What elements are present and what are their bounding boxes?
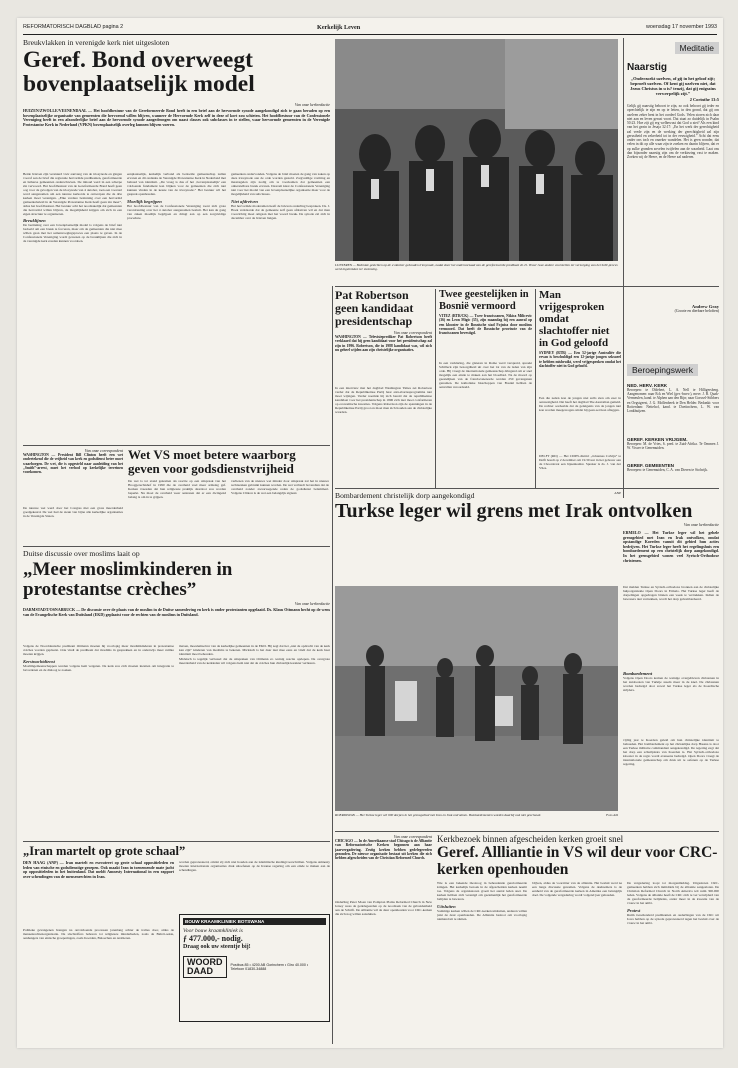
story4-kicker: „Iran martelt op grote schaal” — [23, 844, 186, 858]
newspaper-page — [17, 18, 723, 1048]
story2-byline: Van onze correspondent — [84, 448, 123, 453]
story-sydney — [539, 289, 621, 495]
story8-body: Dat melden Turkse en Syrisch-orthodoxe bronnen aan de christelijke hulporganisatie Open Doors in Ermelo. Het Turkse leger heeft de dorpelingen opgedragen binnen een week te vertrekken. Indien de bewoners niet vertrekken, wordt het dorp gebombardeerd. — [623, 586, 719, 601]
story9-lead: CHICAGO — In de Amerikaanse stad Chicago is de Alliantie van Reformatorische Kerken begonnen aan haar jaarvergadering. Zestig kerken hebben gedelegeerden gezonden. De nieuwe organisatie bestaat uit kerken die zich hebben afgescheiden van de Christian Reformed Church. — [335, 839, 432, 861]
beroepingswerk-s3-body: Beroepen: te Genemuiden, C. A. van Dieren te Stolwijk. — [627, 468, 709, 472]
story9-col3: blijven, aldus de voorzitter van de alliantie. Het besluit werd na een lange discussie genomen. Volgens de deelnemers is de eenheid van de gereformeerde kerken in Amerika een belangrijk doel. De volgende vergadering wordt volgend jaar gehouden. — [532, 882, 622, 897]
meditatie-body: Gelijk gij naarstig behoort te zijn, zo ook behoort gij ieder en oprechtelijk te zijn en op te letten, in den grond, dat gij om uzelven zeker bent in het oordeel Gods. Velen storen zich daar niet aan en leven gerust voort. Dat staat zo duidelijk in Psalm 50:23. Hoe zijt gij erg welbewust dat God u ziet? Als een kind van het gezin in Jesaja 32:17: „En het werk der gerechtigheid zal vrede zijn en de werking der gerechtigheid zal zijn gerustheid en zekerheid tot in der eeuwigheid.” Acht dat eens onder ons toch en onzeker wandelen. Het is geen wonder, dat velen in dit op alle waar zijn te zoeken en daarin blijven, dat er op zulke gronden zovelen twijfelen aan de waarheid. Laat ons dan bijzonder naarstig zijn om de verkiezing vast te maken. Zoeken wij de Heere, en de Heere zal naderen. — [627, 104, 719, 159]
story-bosnie — [439, 289, 532, 496]
meditatie-title: Naarstig — [627, 62, 668, 73]
ad-line2: ƒ 477.000,- nodig. — [183, 934, 243, 943]
story3-byline: Van onze kerkredactie — [294, 601, 330, 606]
story9-byline: Van onze correspondent — [393, 834, 432, 839]
story9-sub: Uitsluiten — [437, 903, 456, 909]
story1-col3 — [231, 173, 330, 335]
beroepingswerk-s2: GEREF. KERKEN VRIJGEM. — [627, 437, 688, 442]
story7-body: Een die zeden kon de jongen niet zelfs zien om zeer in aanwezigheid. Dat heeft het dagblad The Australian gemeld. De rechter oordeelde dat de getuigenis van de jongen niet kon worden meegewogen omdat hij geen eed kon afleggen. — [539, 397, 621, 412]
rule-sydney — [535, 289, 536, 489]
story1-col2b-text: Het hoofdbestuur van de Confessionele Vereniging toont zich grote verontrusting over het 4 oktober aangenomen besluit. Het kan de gang van zaken moeilijk begrijpen en dringt aan op een zorgvuldige procedure. — [127, 203, 226, 220]
rule-alliantie — [335, 831, 719, 832]
story9-sub2: Protest — [627, 907, 641, 913]
story1-kicker: Breukvlakken in verenigde kerk niet uitgesloten — [23, 38, 170, 47]
story8-headline: Turkse leger wil grens met Irak ontvolken — [335, 500, 693, 522]
beroepingswerk-tab: Beroepingswerk — [627, 364, 698, 376]
header-section: Kerkelijk Leven — [317, 24, 361, 31]
story9-col4-text: De vergadering loopt tot morgenmiddag. Uitgesloten CRC-gemeenten hebben zich inmiddels bij de alliantie aangesloten. De Christian Reformed Church in North America telt ruim 300.000 leden. Volgens de alliantie heeft de CRC zich te ver verwijderd van de gereformeerde belijdenis, onder meer in de kwestie van de vrouw in het ambt. — [627, 882, 719, 905]
story9-col2 — [437, 882, 527, 1044]
meditatie-ref: 2 Corinthe 13:5 — [689, 97, 719, 102]
story6-body: In een verklaring, die gisteren in Rome werd verspreid, spreekt Schilleck zijn bezorgdheid uit over het lot van de leden van zijn orde. Hij vraagt de internationale gemeenschap dringend om er snel mogelijk een einde te maken aan het bloedbad. Na de moord op geestelijken van de franciscanenorde werden 250 gevangenen genomen. De katholieke bisschoppen van Bosnië hebben de aanvallen veroordeeld. — [439, 362, 532, 389]
beroepingswerk-s1: NED. HERV. KERK — [627, 383, 668, 388]
story5-lead: WASHINGTON — Televisieprediker Pat Robertson heeft verklaard dat hij geen kandidaat voor het presidentschap zal zijn in 1996. Robertson, die in 1988 kandidaat was, wil zich nu geheel wijden aan zijn christelijke organisaties. — [335, 335, 432, 352]
rule-story4 — [23, 841, 330, 842]
story3-headline: „Meer moslimkinderen in protestantse crèches” — [23, 559, 233, 600]
story8-kicker: Bombardement christelijk dorp aangekondigd — [335, 491, 475, 500]
story-geref-bond — [23, 38, 330, 335]
story5-body: In een interview met het dagblad Washington Times zei Robertson verder dat de Republikeinse Partij haar anti-abortusprogramma niet moet wijzigen. Verder noemde hij zich bereid dat de republikeinse kandidaat voor het presidentschap in 1996 zich niet moet conformeren op economische kwesties. Volgens Robertson zijn de spanningen in de Republikeinse Partij groot en moet men zich houden aan de christelijke waarden. — [335, 387, 432, 414]
story2-col: De wet is tot stand gekomen als reactie op een uitspraak van het Hooggerechtshof in 1990 die de overheid veel meer armslag gaf. Kerken vreesden dat hun religieuze praktijk daardoor zou worden beperkt. Nu moet de overheid weer aantonen dat er een dwingend belang is om in te grijpen. — [128, 480, 226, 499]
story6-lead: VITEZ (RTR/CK) — Twee franciscanen, Nikica Milicevic (36) en Leon Migic (35), zijn maandag bij een aanval op een klooster in de Bosnische stad Fojnica door moslims vermoord. Dat heeft de Bosnische provincie van de franciscanen bevestigd. — [439, 314, 532, 336]
photo2-credit: Foto AD — [606, 813, 618, 817]
story3-lead: DARMSTADT/OSNABRÜCK — De discussie over de plaats van de moslim in de Duitse samenleving en kerk is onder protestanten opgelaaid. Ds. Klaus Ottmann hecht op de wens van de Evangelische Kerk van Duitsland (EKD) geplaatst voor de rechten van de moslims in Duitsland. — [23, 608, 330, 617]
story9-headline: Kerkbezoek binnen afgescheiden kerken groeit snel — [437, 834, 624, 844]
story2-lead: WASHINGTON — President Bill Clinton heeft een wet ondertekend die de vrijheid van kerk en godsdienst beter moet waarborgen. De wet, die is opgesteld naar aanleiding van het „Smith”-arrest, moet het verbod op kerkelijke terreinen voorkomen. — [23, 453, 123, 475]
story1-col3-text: gemeenten ondervonden. Volgens de brief moeten de gang van zaken op deze triosynode aan de orde worden gesteld. Zorgvuldige vorming en maatregelen zijn nodig om te voorkomen dat gemeenten een onherstelbare breuk ervaren. Daarom kiest de Confessionele Vereniging niet voor het model van een bovenplaatselijke organisatie maar voor de mogelijkheid van subclasses. — [231, 173, 330, 196]
story-moslims — [23, 549, 330, 777]
story1-body2: De bezinning over een bovenplaatselijk model is volgens de brief niet bedoeld om een breuk te forceren, maar om de gemeenten die niet mee willen gaan met het samenvoegingsproces een plaats te geven. In de Confessionele Vereniging wordt gewezen op de breuklijnen die zich in de verenigde kerk zouden kunnen voordoen. — [23, 223, 122, 244]
story-turkse-leger — [335, 491, 719, 527]
beroepingswerk-s2-body: Beroepen: M. de Vries, 6. pred. te Zuid-Afrika. Te Ommen J. W. Visser te Genemuiden. — [627, 442, 719, 451]
story4-lead: DEN HAAG (ANP) — Iran martelt en executeert op grote schaal oppositieleden en leden van etnische en godsdienstige groepen. Ook maakt Iran in toenemende mate jacht op oppositieleden in het buitenland. Dat meldt Amnesty International in een rapport over schendingen van de mensenrechten in Iran. — [23, 861, 174, 879]
photo-turkse-leger-image — [335, 586, 618, 811]
meditatie-tab: Meditatie — [675, 42, 720, 54]
story2-body: De nieuwe wet werd door het Congres met een grote meerderheid goedgekeurd. De wet had de steun van bijna alle kerkelijke organisaties in de Verenigde Staten. — [23, 507, 123, 518]
story4-col2 — [179, 861, 330, 1031]
story3-body2: Moslimgemeenschappen werden volgens hem vergeten. De kerk zou zich moeten inzetten om integratie te bevorderen en de dialoog te zoeken. — [23, 663, 174, 672]
story3-kicker: Duitse discussie over moslims laait op — [23, 549, 140, 558]
ad-logo — [183, 956, 227, 978]
ad-line3: Draag ook uw steentje bij! — [183, 944, 251, 950]
story2-col2: verliezen van de nieuwe wet minder door uitspraak zal het in nieuwe rechtszaken gebruikt kunnen worden. De wet verbiedt bovendien dat de overheid zonder zwaarwegende reden de godsdienst belemmert. Volgens Clinton is de wet een belangrijk signaal. — [231, 480, 329, 495]
header-paper-name: REFORMATORISCH DAGBLAD pagina 2 — [23, 24, 124, 30]
story8-lead: ERMELO — Het Turkse leger wil het gehele grensgebied met Iran en Irak ontvolken, omdat opstandige Koerden vanuit dit gebied hun acties bedrijven. Het Turkse leger heeft het regelingshuis een bombardement op een christelijk dorp aangekondigd. In het grensgebied wonen veel Syrisch-Orthodoxe christenen. — [623, 531, 719, 563]
story8-col-right — [623, 586, 719, 826]
sidebar-beroepingswerk — [627, 360, 719, 482]
ad-contact: Postbus 85 • 4200 AB Gorinchem • Giro 40.000 • Telefoon 01830-34888 — [230, 962, 309, 971]
story9-left — [335, 834, 432, 1039]
story7-lead: SYDNEY (RTR) — Een 52-jarige Australiër die ervan is beschuldigd een 12-jarige jongen seksueel te hebben misbruikt, werd vrijgesproken omdat het slachtoffer niet in God geloofd. — [539, 351, 621, 368]
photo-triosynode-image — [335, 39, 618, 261]
rule-turkse — [335, 488, 719, 489]
story3-body: Volgens de Noorddeutsche predikant Ottmann moeten hij voorlopig meer moslimkinderen in protestantse crèches worden geplaatst. Ook vindt de predikant dat moslims in gesprekken en in onderwijs meer ruimte moeten krijgen. — [23, 645, 174, 656]
ad-logo1: WOORD — [187, 957, 223, 967]
story9-col2-text: Wie is een bekende theoloog in behoudende gereformeerde kringen. Het kerkelijk bezoek in de afgescheiden kerken neemt toe. Volgens de organisatoren groeit het aantal leden snel. De kerken hebben zich verenigd om gezamenlijk het gereformeerde belijden te bewaren. — [437, 882, 527, 901]
story1-col3b-text: Het hervormde moderamen heeft de brieven onderling besproken. Ds. J. Hoek verklaarde dat de gemeente zelf geen afdreiven wil en dat men voorzichtig moet omgaan met het woord breuk. De synode zal zich in december over de brieven buigen. — [231, 203, 330, 220]
story4-col2-text: worden geprotesteerd, omdat zij zich niet houden aan de islamitische kledingvoorschriften. Volgens Amnesty moeten internationale organisaties druk uitoefenen op de Iraanse regering om een einde te maken aan de schendingen. — [179, 861, 330, 872]
story3-sub: Kerstnachtdienst — [23, 658, 55, 664]
story4-body: Politieke gevangenen brengen na onvoldoende processen jarenlang achter de tralies door, aldus de mensenrechtenorganisatie. De slachtoffers behoren tot religieuze minderheden, zoals de Baha'i-sekte, aanhangers van etnische groeperingen, zoals Koerden, Baloechen en Arabieren. — [23, 929, 174, 940]
story1-headline: Geref. Bond overweegt bovenplaatselijk model — [23, 47, 255, 97]
story9-kicker: Geref. Allliantie in VS wil deur voor CRC-kerken openhouden — [437, 844, 718, 878]
beroepingswerk-s3: GEREF. GEMEENTEN — [627, 463, 674, 468]
header-date: woensdag 17 november 1993 — [645, 24, 717, 30]
story3-col2 — [179, 645, 330, 777]
story2-headline: Wet VS moet betere waarborg geven voor godsdienstvrijheid — [128, 447, 296, 476]
story7-note: ANP — [614, 491, 621, 495]
sidebar-divider — [623, 38, 624, 498]
story9-col2b-text: Sommige kerken willen de CRC-kerken uitsluiten, anderen willen juist de deur openhouden. De Alliantie besloot om voorlopig niemand uit te sluiten. — [437, 908, 527, 921]
story5-byline: Van onze correspondent — [393, 330, 432, 335]
ad-logo2: DAAD — [187, 966, 213, 976]
story-alliantie — [437, 834, 719, 1044]
meditatie-author-note: (Groote en dierbare beloften) — [674, 309, 719, 313]
story1-col2-text: eenplaatselijk, kerkelijk verband als bedoelde gemeenschap zullen ervaren en dit ondanks de Verenigde Protestantse Kerk in Nederland met behoud van identiteit. „De vraag is dus of het ‚bovenplaatselijk’ een voldoende fundament kan blijken voor de gemeenten die zich niet kunnen vinden in de keuze van de triosynode.” Het bestuur wil het gesprek openhouden. — [127, 173, 226, 196]
story9-col4 — [627, 882, 719, 1044]
photo1-caption: LUNTEREN — Bedrukte gezichten op de 4 oktober gehouden triosynode, nadat door het onderoorzaad van de gereformeerde predikant dr. D. Visser twee andere voorstellen ter verzorging van het SoW-proces werd ingetrokken ter stemming. — [335, 263, 618, 271]
story3-col2-text: maxen, moeslemselver van de kerkelijke gemeenten in de EKD. Hij zegt dat het „niet de opdracht van de kerk kan zijn” kinderen van moslims te bekeren. Mickisch is het daar niet mee eens en vindt dat de kerk haar identiteit moet behouden. — [179, 645, 330, 656]
story2-right — [128, 448, 330, 528]
story1-col2 — [127, 173, 226, 335]
story3-col1 — [23, 645, 174, 777]
story1-byline: Van onze kerkredactie — [294, 102, 330, 107]
story7-headline: Man vrijgesproken omdat slachtoffer niet in God geloofd — [539, 289, 610, 349]
story-iran — [23, 844, 330, 1031]
story9-body: Onderling Peter Moen van Pompton Plains Reformed Church in New Jersey wees de gedelegeerden op de noodzaak van de gebondenheid aan de Schrift. De Alliantie wil de deur openhouden voor CRC-kerken die zich nog willen aansluiten. — [335, 901, 432, 916]
story9-col4b-text: Ruim tweehonderd predikanten en ouderlingen van de CRC uit Iowa hebben op de synode geprotesteerd tegen het besluit over de vrouw in het ambt. — [627, 912, 719, 925]
rule-row2 — [335, 286, 719, 287]
photo-triosynode — [335, 39, 618, 261]
story1-col1 — [23, 173, 122, 335]
story8-col2: vijftig jaar te Koerden geleid om hun christelijke identiteit te behouden. Het bombardement op het christelijke dorp Hassna is door een Turkse militaire commandant aangekondigd. De regering zegt dat het dorp een schuilplaats van Koerden is. Het Syrisch-orthodoxe klooster in de regio wordt eveneens bedreigd. Open Doors vraagt de internationale gemeenschap om druk uit te oefenen op de Turkse regering. — [623, 739, 719, 766]
meditatie-quote: „Onderzoekt uzelven, of gij in het geloof zijt; beproeft uzelven. Of kent gij uzelven niet, dat Jezus Christus in u is? tenzij, dat gij enigszins verwerpelijk zijt.” — [630, 76, 716, 96]
story1-sub-breuklijnen: Breuklijnen — [23, 218, 46, 224]
header-rule — [23, 34, 717, 35]
story3-col2b-text: Mickisch is tegelijk verbaasd dat de uitspraken van Ottmann zo weinig reactie opriepen. De overgrote meerderheid van de kerkleden wil volgens hem niet dat de crèches hun christelijk karakter verliezen. — [179, 656, 330, 665]
rule-bosnie — [435, 289, 436, 489]
photo-turkse-leger — [335, 586, 618, 811]
sidebar-meditatie — [627, 38, 719, 313]
ad-woord-en-daad — [179, 914, 330, 1022]
rule-story2 — [23, 445, 330, 446]
story1-body: Beide brieven zijn verstuurd vóór aanvang van de triosynode en gingen vooraf aan de brief die regionale hervormde predikanten, gereformeerde en lutherse gemeenten onderschreven. De inhoud werd in een scherpe zin verwoord. Het hoofdbestuur van de Gereformeerde Bond heeft geen oog voor de gevolgen van de triosynode van 4 oktober, toen een voorstel werd aangenomen om een nieuwe kerkorde te ontwerpen die de drie kerken moet verenigen. „Elke verdere bezinning over een hervormd gemeentebeleid in de Verenigde Protestantse Kerk heeft geen zin meer”, aldus het hoofdbestuur. Het bestuur acht het noodzakelijk dat gemeenten die hervormd willen blijven, de mogelijkheid krijgen om zich in een eigen structuur te organiseren. — [23, 173, 122, 216]
story6-headline: Twee geestelijken in Bosnië vermoord — [439, 289, 529, 312]
story8-sub: Bombardement — [623, 671, 653, 676]
ad-line1: Voor bouw kraamkliniek is — [183, 928, 243, 934]
photo2-caption: ROERDISTAN — Het Turkse leger wil 900 dorpen in het grensgebied met Iran en Irak ontruimen. Bombardementen worden daarbij ook niet geschuwd. — [335, 813, 542, 817]
ad-title: BOUW KRAAMKLINIEK BOTSWANA — [183, 918, 326, 925]
story8-body2: Volgens Open Doors komen de weinige overgebleven christenen in het zuidoosten van Turkije steeds meer in de knel. De christenen worden bedreigd door zowel het Turkse leger als de Koerdische strijders. — [623, 677, 719, 692]
meditatie-author: Andrew Gray — [691, 304, 719, 309]
column-divider — [332, 286, 333, 1044]
story1-sub-afdreiven: Niet afdreiven — [231, 198, 258, 204]
story1-sub-moeilijk: Moeilijk begrijpen — [127, 198, 162, 204]
story5-headline: Pat Robertson geen kandidaat presidentschap — [335, 288, 414, 328]
rule-story3 — [23, 546, 330, 547]
story-clinton — [23, 448, 123, 543]
story1-lead: HUIZEN/ZWOLLE/VEENENDAAL — Het hoofdbestuur van de Gereformeerde Bond heeft in een brief aan de hervormde synode aangekondigd zich te gaan beraden op een bovenplaatselijke organisatie van gemeenten die hervormd willen blijven, wanneer de Hervormde Kerk zelf in deze of kort zou schieten. Het hoofdbestuur van de Confessionele Vereniging heeft in een afzonderlijke brief aan de hervormde synode aangedrongen om naast classes ook subclasses in te stellen, waar hervormde gemeenten in de Verenigde Protestantse Kerk in Nederland (VPKN) bovenplaatselijk overleg kunnen blijven voeren. — [23, 109, 330, 127]
story4-col1 — [23, 861, 174, 1031]
beroepingswerk-s1-body: Beroepen: te Oldebert, L. A. Nell te Hilligersberg. Aangenomen: naar Eck en Wiel (ger.-hwev.), mevr. J. B. Quak-Vermeulen, kand. te Alphen aan den Rijn; naar Gorssel-Stibbers en Oegstgeest, J. G. Mollenbeek te Den Helder. Bedankt: voor Rotterdam: Nettehof, kand. te Doetinchem, L. W. van Lonkhuijzen. — [627, 388, 719, 414]
story7-delft: DELFT (RD) — Het CDPN-district „Johannes Calvijn” te Delft houdt op 2 december om 19.30 uur in het gebouw aan de Choorstraat een bijeenkomst. Spreker is ds. J. van der Vlies. — [539, 455, 621, 470]
story8-byline: Van onze kerkredactie — [683, 522, 719, 527]
